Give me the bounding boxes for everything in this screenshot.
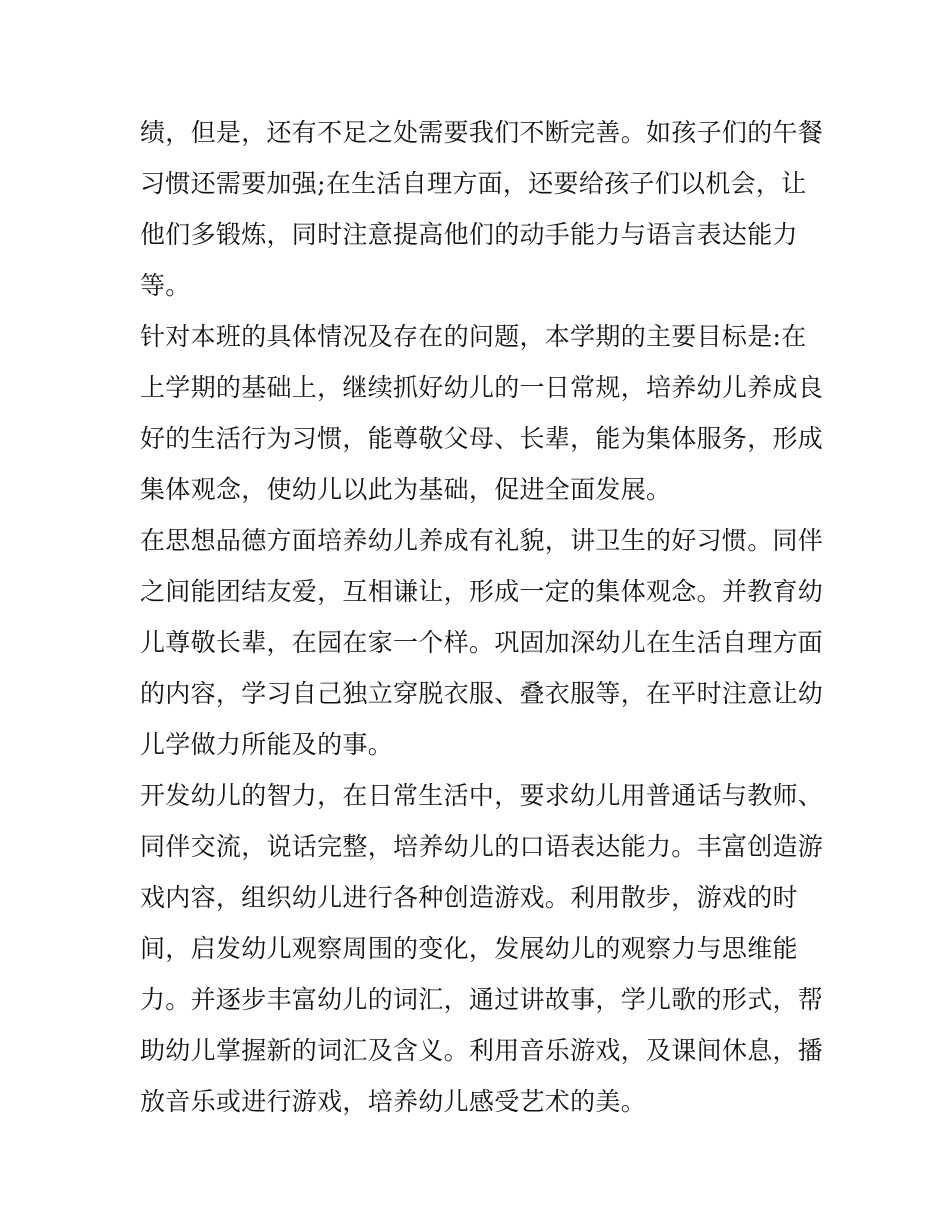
text-line: 同伴交流，说话完整，培养幼儿的口语表达能力。丰富创造游 [140,832,824,861]
text-line: 习惯还需要加强;在生活自理方面，还要给孩子们以机会，让 [140,169,807,198]
document-body [140,107,824,1127]
text-line: 绩，但是，还有不足之处需要我们不断完善。如孩子们的午餐 [140,118,824,147]
paragraph-3 [140,515,824,770]
text-line: 的内容，学习自己独立穿脱衣服、叠衣服等，在平时注意让幼 [140,679,824,708]
text-line: 针对本班的具体情况及存在的问题，本学期的主要目标是:在 [140,322,807,351]
text-line: 等。 [140,271,191,300]
text-line: 间，启发幼儿观察周围的变化，发展幼儿的观察力与思维能 [140,934,798,963]
text-line: 开发幼儿的智力，在日常生活中，要求幼儿用普通话与教师、 [140,781,824,810]
text-line: 他们多锻炼，同时注意提高他们的动手能力与语言表达能力 [140,220,798,249]
text-line: 助幼儿掌握新的词汇及含义。利用音乐游戏，及课间休息，播 [140,1036,824,1065]
text-line: 力。并逐步丰富幼儿的词汇，通过讲故事，学儿歌的形式，帮 [140,985,824,1014]
text-line: 好的生活行为习惯，能尊敬父母、长辈，能为集体服务，形成 [140,424,824,453]
text-line: 集体观念，使幼儿以此为基础，促进全面发展。 [140,475,672,504]
text-line: 上学期的基础上，继续抓好幼儿的一日常规，培养幼儿养成良 [140,373,824,402]
text-line: 在思想品德方面培养幼儿养成有礼貌，讲卫生的好习惯。同伴 [140,526,824,555]
text-line: 儿学做力所能及的事。 [140,730,394,759]
paragraph-1 [140,107,824,311]
paragraph-2 [140,311,824,515]
text-line: 放音乐或进行游戏，培养幼儿感受艺术的美。 [140,1087,647,1116]
paragraph-4 [140,770,824,1127]
text-line: 儿尊敬长辈，在园在家一个样。巩固加深幼儿在生活自理方面 [140,628,824,657]
text-line: 之间能团结友爱，互相谦让，形成一定的集体观念。并教育幼 [140,577,824,606]
text-line: 戏内容，组织幼儿进行各种创造游戏。利用散步，游戏的时 [140,883,798,912]
